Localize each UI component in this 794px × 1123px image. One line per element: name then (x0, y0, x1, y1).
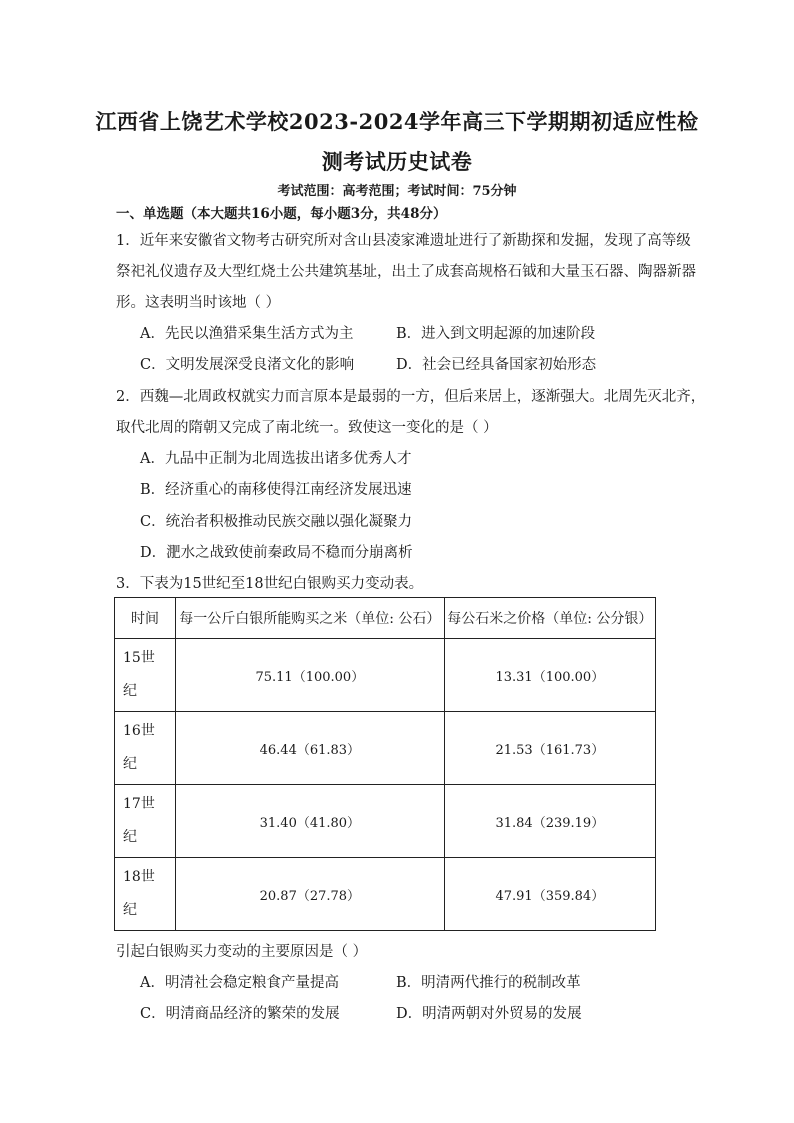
q1-option-d[interactable]: D．社会已经具备国家初始形态 (396, 357, 597, 373)
q1-line2: 祭祀礼仪遗存及大型红烧土公共建筑基址，出土了成套高规格石钺和大量玉石器、陶器新器 (116, 264, 696, 280)
era-cell: 16世 纪 (115, 712, 176, 785)
q2-line2: 取代北周的隋朝又完成了南北统一。致使这一变化的是（ ） (116, 420, 498, 436)
q2-option-a[interactable]: A．九品中正制为北周选拔出诸多优秀人才 (140, 451, 412, 467)
rice-cell: 20.87（27.78） (176, 858, 445, 931)
table-row (115, 858, 656, 931)
table-header-row (115, 598, 656, 639)
table-row (115, 785, 656, 858)
q2-option-c[interactable]: C．统治者积极推动民族交融以强化凝聚力 (140, 514, 413, 530)
price-cell: 13.31（100.00） (444, 639, 655, 712)
table-header-time: 时间 (115, 598, 176, 639)
rice-cell: 75.11（100.00） (176, 639, 445, 712)
era-cell: 17世 纪 (115, 785, 176, 858)
exam-title-line2: 测考试历史试卷 (321, 149, 473, 174)
price-cell: 31.84（239.19） (444, 785, 655, 858)
q3-option-a[interactable]: A．明清社会稳定粮食产量提高 (140, 975, 339, 991)
q1-option-a[interactable]: A．先民以渔猎采集生活方式为主 (140, 326, 354, 342)
q1-line1: 1．近年来安徽省文物考古研究所对含山县凌家滩遗址进行了新勘探和发掘，发现了高等级 (116, 233, 691, 249)
price-cell: 21.53（161.73） (444, 712, 655, 785)
table-row (115, 712, 656, 785)
q1-option-b[interactable]: B．进入到文明起源的加速阶段 (396, 326, 596, 342)
table-header-rice: 每一公斤白银所能购买之米（单位: 公石） (176, 598, 445, 639)
q2-line1: 2．西魏—北周政权就实力而言原本是最弱的一方，但后来居上，逐渐强大。北周先灭北齐， (116, 389, 706, 405)
rice-cell: 46.44（61.83） (176, 712, 445, 785)
q3-option-c[interactable]: C．明清商品经济的繁荣的发展 (140, 1006, 340, 1022)
table-row (115, 639, 656, 712)
q3-option-d[interactable]: D．明清两朝对外贸易的发展 (396, 1006, 582, 1022)
q3-intro: 3．下表为15世纪至18世纪白银购买力变动表。 (116, 576, 424, 592)
era-cell: 18世 纪 (115, 858, 176, 931)
q2-option-d[interactable]: D．淝水之战致使前秦政局不稳而分崩离析 (140, 545, 413, 561)
q1-line3: 形。这表明当时该地（ ） (116, 295, 281, 311)
table-header-price: 每公石米之价格（单位: 公分银） (444, 598, 655, 639)
q2-option-b[interactable]: B．经济重心的南移使得江南经济发展迅速 (140, 482, 412, 498)
rice-cell: 31.40（41.80） (176, 785, 445, 858)
q3-option-b[interactable]: B．明清两代推行的税制改革 (396, 975, 581, 991)
section-heading: 一、单选题（本大题共16小题，每小题3分，共48分） (116, 206, 447, 222)
exam-title-line1: 江西省上饶艺术学校2023-2024学年高三下学期期初适应性检 (95, 109, 699, 134)
q1-option-c[interactable]: C．文明发展深受良渚文化的影响 (140, 357, 355, 373)
price-cell: 47.91（359.84） (444, 858, 655, 931)
era-cell: 15世 纪 (115, 639, 176, 712)
silver-purchasing-power-table (114, 597, 656, 931)
exam-info: 考试范围：高考范围；考试时间：75分钟 (277, 184, 517, 199)
q3-question: 引起白银购买力变动的主要原因是（ ） (116, 944, 368, 960)
